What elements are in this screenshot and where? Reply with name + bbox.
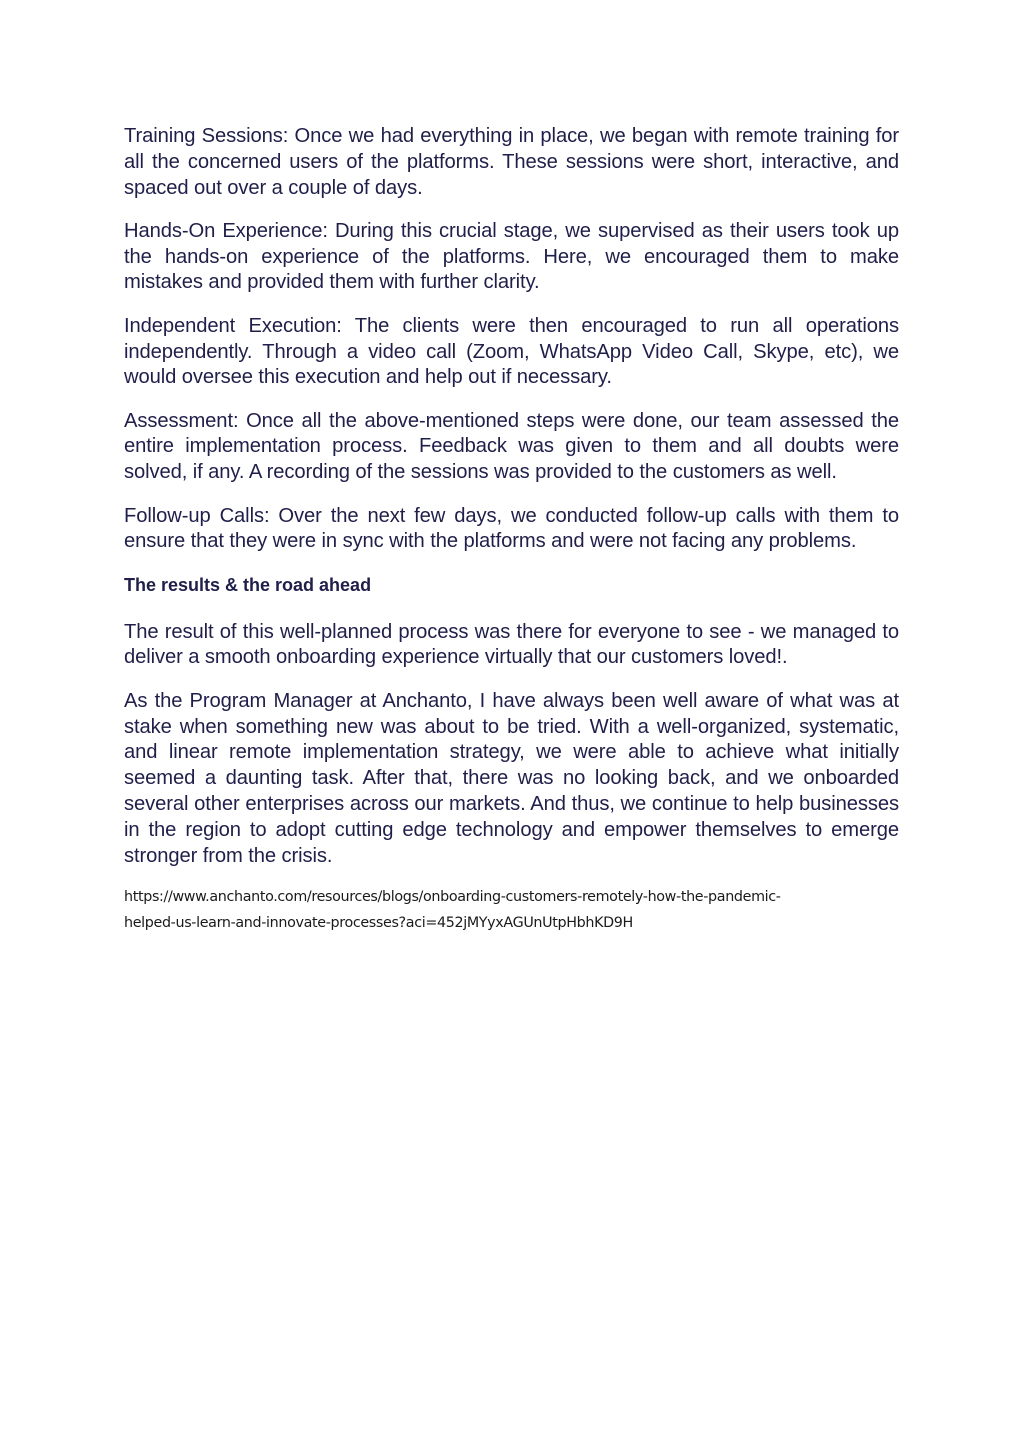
- paragraph-program-manager: As the Program Manager at Anchanto, I have always been well aware of what was at stake when something new was about to be tried. With a well-organized, systematic, and linear remote implementation strategy, we were able to achieve what initially seemed a daunting task. After that, there was no looking back, and we onboarded several other enterprises across our markets. And thus, we continue to help businesses in the region to adopt cutting edge technology and empower themselves to emerge stronger from the crisis.: [124, 689, 899, 867]
- source-url[interactable]: [124, 884, 899, 936]
- section-heading: The results & the road ahead: [124, 574, 372, 595]
- paragraph-hands-on-experience: Hands-On Experience: During this crucial stage, we supervised as their users took up the hands-on experience of the platforms. Here, we encouraged them to make mistakes and provided them with further clarity.: [124, 219, 899, 294]
- document-page: [124, 124, 899, 936]
- paragraph-training-sessions: Training Sessions: Once we had everything in place, we began with remote training for all the concerned users of the platforms. These sessions were short, interactive, and spaced out over a couple of days.: [124, 125, 899, 199]
- paragraph-assessment: Assessment: Once all the above-mentioned steps were done, our team assessed the entire implementation process. Feedback was given to them and all doubts were solved, if any. A recording of the sessions was provided to the customers as well.: [124, 409, 899, 484]
- source-url-line[interactable]: https://www.anchanto.com/resources/blogs/onboarding-customers-remotely-how-the-pandemic-: [124, 888, 781, 905]
- paragraph-results: The result of this well-planned process was there for everyone to see - we managed to deliver a smooth onboarding experience virtually that our customers loved!.: [124, 620, 899, 669]
- paragraph-follow-up-calls: Follow-up Calls: Over the next few days, we conducted follow-up calls with them to ensure that they were in sync with the platforms and were not facing any problems.: [124, 504, 899, 553]
- paragraph-independent-execution: Independent Execution: The clients were then encouraged to run all operations independently. Through a video call (Zoom, WhatsApp Video Call, Skype, etc), we would oversee this execution and help out if necessary.: [124, 314, 899, 389]
- source-url-line[interactable]: helped-us-learn-and-innovate-processes?aci=452jMYyxAGUnUtpHbhKD9H: [124, 914, 633, 931]
